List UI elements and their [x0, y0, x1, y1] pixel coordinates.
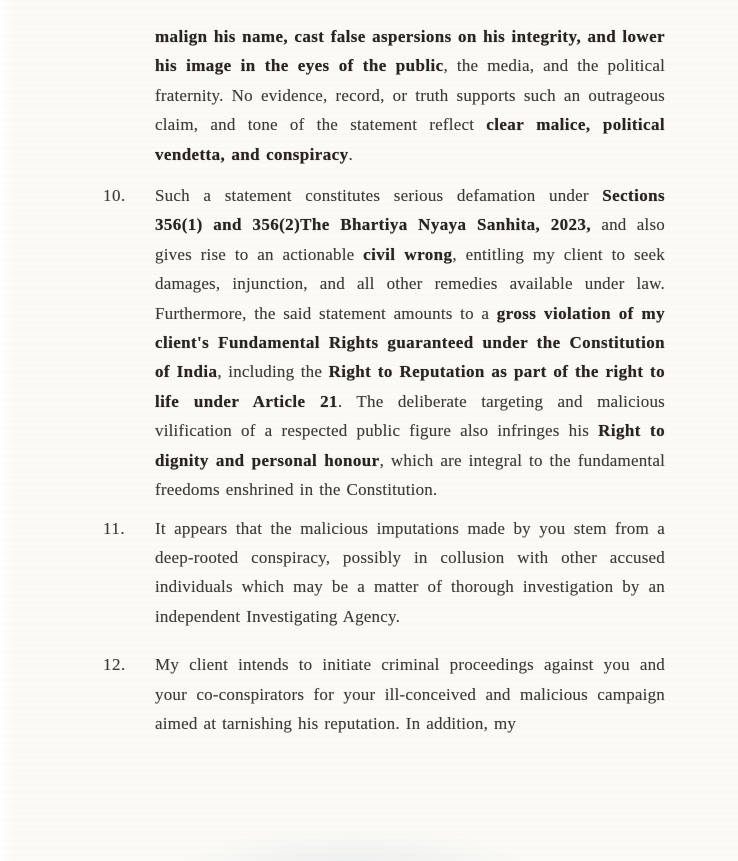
text-run: Such a statement constitutes serious defamation under	[155, 186, 603, 206]
text-run: , the media, and the political fraternity. No evidence, record, or truth supports such an outrageous claim, and tone of the statement reflect	[155, 56, 666, 135]
text-run: My client intends to initiate criminal proceedings against you and your co-conspirators for your ill-conceived and malicious campaign aimed at tarnishing his reputation. In addition, my	[155, 655, 665, 733]
paragraph-continuation	[155, 22, 665, 169]
text-run: civil wrong	[363, 244, 453, 264]
text-run: and also gives rise to an actionable	[155, 215, 665, 264]
text-run: It appears that the malicious imputations made by you stem from a deep-rooted conspiracy, possibly in collusion with other accused individuals which may be a matter of thorough investigation by an independent Investigating Agency.	[155, 518, 665, 626]
text-run: Right to dignity and personal honour	[155, 421, 665, 470]
text-run: , entitling my client to seek damages, injunction, and all other remedies available under law. Furthermore, the said statement amounts to a	[155, 244, 665, 323]
text-run: clear malice, political vendetta, and conspiracy	[155, 115, 665, 164]
document-body	[103, 22, 666, 738]
text-run: Sections 356(1) and 356(2)The Bhartiya Nyaya Sanhita, 2023,	[155, 186, 665, 235]
text-run: Right to Reputation as part of the right to life under Article 21	[155, 362, 666, 411]
text-run: malign his name, cast false aspersions on his integrity, and lower his image in the eyes of the public	[155, 27, 665, 76]
text-run: gross violation of my client's Fundamental Rights guaranteed under the Constitution of India	[155, 303, 665, 382]
paragraph-10	[103, 181, 666, 504]
paragraph-11	[103, 514, 665, 632]
paragraph-number: 11.	[103, 518, 126, 538]
text-run: . The deliberate targeting and malicious vilification of a respected public figure also infringes his	[155, 391, 665, 441]
paragraph-number: 12.	[103, 655, 126, 675]
text-run: , including the	[217, 362, 329, 382]
paragraph-12	[103, 650, 665, 738]
paragraph-number: 10.	[103, 186, 126, 206]
text-run: .	[348, 144, 353, 164]
text-run: , which are integral to the fundamental freedoms enshrined in the Constitution.	[155, 450, 665, 500]
